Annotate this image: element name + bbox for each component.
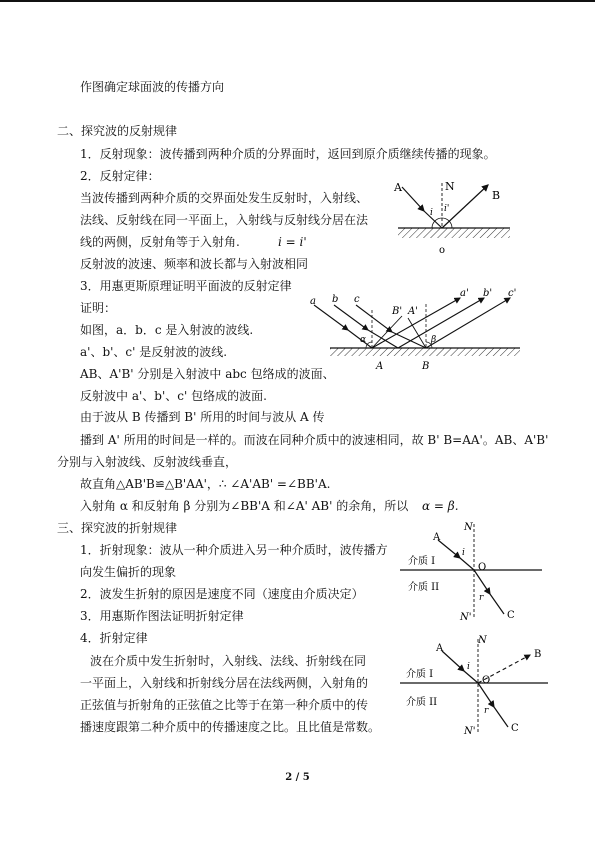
label-i: i	[462, 548, 465, 558]
label-b: b	[332, 294, 339, 305]
refraction-reflection-diagram	[400, 633, 560, 741]
label-O: O	[482, 675, 491, 686]
text-line: 证明：	[80, 301, 117, 315]
text-line: 如图，a．b．c 是入射波的波线.	[80, 323, 254, 337]
text-line: 当波传播到两种介质的交界面处发生反射时，入射线、	[80, 191, 369, 205]
label-N: N	[464, 522, 473, 533]
text-line: 向发生偏折的现象	[80, 565, 177, 579]
label-b-prime: b'	[483, 288, 493, 299]
text-line: 入射角 α 和反射角 β 分别为∠BB'A 和∠A' AB' 的余角，所以	[80, 499, 409, 513]
label-O: O	[478, 562, 487, 573]
text-line: 4．折射定律	[80, 631, 148, 645]
incident-ray	[442, 651, 464, 671]
label-medium-1: 介质 I	[406, 669, 434, 680]
reflecting-surface	[398, 228, 510, 238]
label-beta: β	[431, 335, 437, 345]
label-B: B	[534, 649, 542, 660]
label-i: i	[467, 662, 470, 672]
text-line: 2．波发生折射的原因是速度不同（速度由介质决定）	[80, 587, 364, 601]
label-alpha: α	[360, 335, 367, 345]
text-line: 正弦值与折射角的正弦值之比等于在第一种介质中的传	[80, 698, 369, 712]
label-a-prime: a'	[460, 288, 469, 299]
incident-ray-b	[334, 305, 368, 330]
text-line: 故直角△AB'B≌△B'AA'，∴ ∠A'AB' =∠BB'A.	[80, 477, 331, 491]
incident-ray-a	[314, 305, 348, 330]
label-medium-2: 介质 II	[408, 582, 440, 593]
label-B: B	[422, 361, 430, 372]
refraction-diagram	[400, 518, 550, 626]
label-N-prime: N'	[464, 726, 476, 737]
header-rule	[0, 0, 595, 2]
label-C: C	[511, 723, 519, 734]
label-A-prime: A'	[408, 306, 418, 317]
text-line: AB、A'B' 分别是入射波中 abc 包络成的波面、	[80, 367, 335, 381]
label-medium-2: 介质 II	[406, 697, 438, 708]
text-line: 一平面上，入射线和折射线分居在法线两侧，入射角的	[80, 676, 369, 690]
text-line: 波在介质中发生折射时，入射线、法线、折射线在同	[90, 654, 367, 668]
text-line: 1．折射现象：波从一种介质进入另一种介质时，波传播方	[80, 543, 388, 557]
text-line: 反射波的波速、频率和波长都与入射波相同	[80, 257, 309, 271]
label-B-prime: B'	[392, 306, 403, 317]
label-A: A	[394, 181, 402, 194]
incident-ray-c	[356, 305, 392, 332]
formula: α = β.	[422, 499, 459, 513]
text-line: 1．反射现象：波传播到两种介质的分界面时，返回到原介质继续传播的现象。	[80, 147, 496, 161]
reflected-ray-c	[426, 298, 510, 348]
huygens-reflection-diagram	[300, 280, 530, 375]
text-line: 反射波中 a'、b'、c' 包络成的波面.	[80, 389, 267, 403]
label-C: C	[507, 610, 515, 621]
label-A: A	[376, 361, 384, 372]
text-line: 法线、反射线在同一平面上，入射线与反射线分居在法	[80, 213, 369, 227]
reflection-diagram	[380, 175, 530, 260]
formula: i = i'	[278, 235, 307, 249]
text-line: a'、b'、c' 是反射波的波线.	[80, 345, 228, 359]
label-N: N	[478, 635, 487, 646]
label-A: A	[433, 532, 441, 543]
label-i: i	[430, 208, 433, 218]
label-i-prime: i'	[444, 204, 450, 214]
refracted-ray	[478, 683, 494, 707]
text-line: 3．用惠斯作图法证明折射定律	[80, 609, 244, 623]
incident-ray	[438, 540, 460, 558]
text-line: 分别与入射波线、反射波线垂直，	[57, 455, 238, 469]
refracted-ray	[474, 570, 490, 594]
text-line: 作图确定球面波的传播方向	[80, 80, 225, 94]
text-line: 由于波从 B 传播到 B' 所用的时间与波从 A 传	[80, 410, 325, 424]
text-line: 播到 A' 所用的时间是一样的。而波在同种介质中的波速相同，故 B' B=AA'。AB、A'B'	[80, 433, 549, 447]
label-c: c	[354, 294, 360, 305]
label-B: B	[492, 189, 501, 202]
label-o: o	[439, 245, 446, 256]
section-heading: 二、探究波的反射规律	[57, 124, 178, 138]
incident-ray	[402, 187, 424, 211]
label-medium-1: 介质 I	[408, 556, 436, 567]
label-N: N	[445, 180, 455, 193]
text-line: 3．用惠更斯原理证明平面波的反射定律	[80, 279, 292, 293]
section-heading: 三、探究波的折射规律	[57, 521, 178, 535]
label-r: r	[484, 706, 489, 716]
reflecting-surface	[330, 348, 520, 356]
page-number: 2 / 5	[285, 772, 310, 783]
text-line: 线的两侧，反射角等于入射角.	[80, 235, 240, 249]
label-N-prime: N'	[460, 612, 472, 623]
text-line: 播速度跟第二种介质中的传播速度之比。且比值是常数。	[80, 720, 381, 734]
label-c-prime: c'	[508, 288, 517, 299]
label-A: A	[436, 643, 444, 654]
text-line: 2．反射定律：	[80, 169, 160, 183]
label-r: r	[479, 593, 484, 603]
label-a: a	[310, 296, 316, 307]
